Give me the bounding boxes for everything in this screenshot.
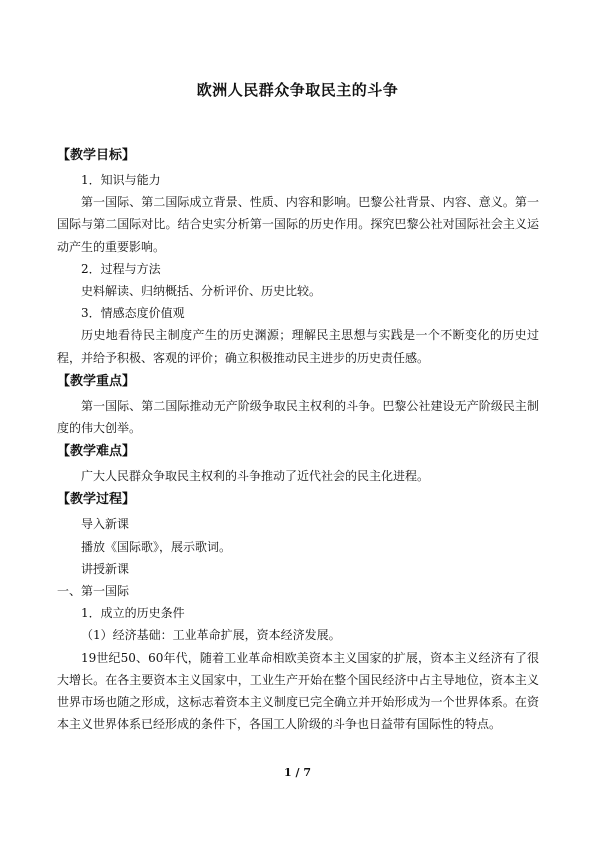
page-title: 欧洲人民群众争取民主的斗争 [196, 81, 399, 99]
difficulties-text: 广大人民群众争取民主权利的斗争推动了近代社会的民主化进程。 [81, 469, 430, 484]
goal-item-1-title: 1．知识与能力 [81, 173, 161, 187]
part1-title: 一、第一国际 [57, 584, 130, 599]
sub1-point: （1）经济基础：工业革命扩展，资本经济发展。 [81, 628, 341, 643]
section-heading-goals: 【教学目标】 [57, 148, 136, 163]
goal-item-3-text: 历史地看待民主制度产生的历史渊源；理解民主思想与实践是一个不断变化的历史过程，并给予积极、客观的评价；确立积极推动民主进步的历史责任感。 [57, 328, 539, 365]
goal-item-2-title: 2．过程与方法 [81, 261, 161, 276]
sub1-title: 1．成立的历史条件 [81, 606, 185, 621]
section-heading-key-points: 【教学重点】 [57, 373, 136, 389]
section-heading-difficulties: 【教学难点】 [57, 444, 136, 460]
sub1-text: 19世纪50、60年代，随着工业革命相欧美资本主义国家的扩展，资本主义经济有了很大增长。在各主要资本主义国家中，工业生产开始在整个国民经济中占主导地位，资本主义世界市场也随之形成，这标志着资本主义制度已完全确立并开始形成为一个世界体系。在资本主义世界体系已经形成的条件下，各国工人阶级的斗争也日益带有国际性的特点。 [57, 650, 539, 732]
document-body [57, 143, 539, 735]
goal-item-2-text: 史料解读、归纳概括、分析评价、历史比较。 [81, 284, 322, 299]
section-heading-process: 【教学过程】 [57, 492, 136, 508]
goal-item-3-title: 3．情感态度价值观 [81, 306, 185, 321]
goal-item-1-text: 第一国际、第二国际成立背景、性质、内容和影响。巴黎公社背景、内容、意义。第一国际与第二国际对比。结合史实分析第一国际的历史作用。探究巴黎公社对国际社会主义运动产生的重要影响。 [57, 195, 539, 254]
lecture-label: 讲授新课 [81, 561, 130, 576]
intro-label: 导入新课 [81, 517, 130, 532]
intro-text: 播放《国际歌》，展示歌词。 [81, 539, 232, 554]
key-points-text: 第一国际、第二国际推动无产阶级争取民主权利的斗争。巴黎公社建设无产阶级民主制度的伟大创举。 [57, 398, 539, 436]
page-number: 1 / 7 [284, 766, 311, 779]
